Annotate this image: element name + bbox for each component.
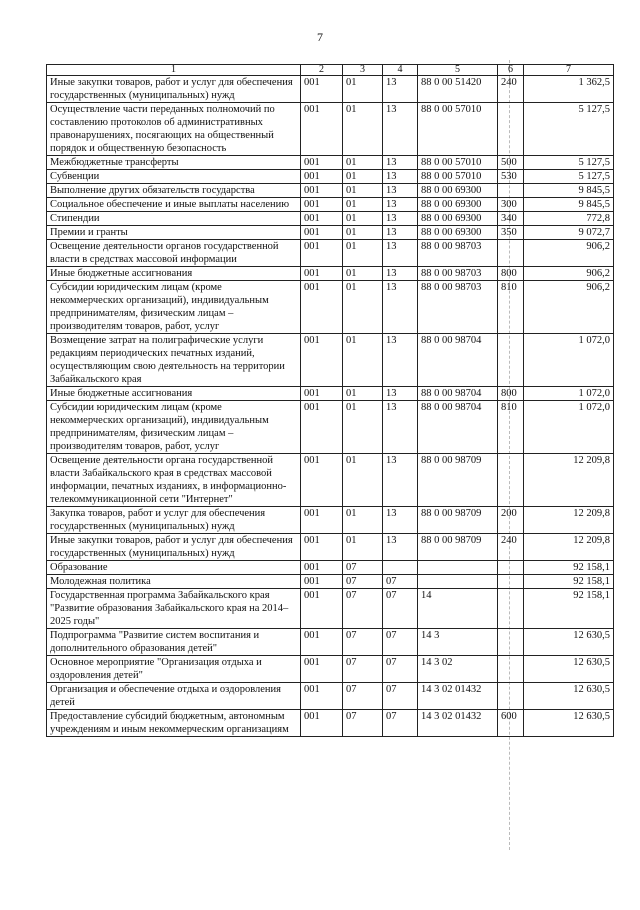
row-name: Субвенции xyxy=(47,170,301,184)
row-name: Субсидии юридическим лицам (кроме некоммерческих организаций), индивидуальным предпринимателям, физическим лицам – производителям товаров, работ, услуг xyxy=(47,281,301,334)
row-expense-type: 600 xyxy=(498,710,524,737)
table-row xyxy=(47,156,614,170)
row-amount: 1 072,0 xyxy=(524,334,614,387)
row-subsection-code: 13 xyxy=(383,507,418,534)
row-name: Освещение деятельности органов государственной власти в средствах массовой информации xyxy=(47,240,301,267)
row-ministry-code: 001 xyxy=(301,226,343,240)
row-amount: 5 127,5 xyxy=(524,156,614,170)
table-row xyxy=(47,184,614,198)
row-name: Социальное обеспечение и иные выплаты населению xyxy=(47,198,301,212)
row-name: Выполнение других обязательств государства xyxy=(47,184,301,198)
row-ministry-code: 001 xyxy=(301,575,343,589)
row-section-code: 07 xyxy=(343,629,383,656)
row-name: Освещение деятельности органа государственной власти Забайкальского края в средствах массовой информации, печатных изданиях, в информационно-телекоммуникационной сети "Интернет" xyxy=(47,454,301,507)
row-ministry-code: 001 xyxy=(301,76,343,103)
row-section-code: 01 xyxy=(343,401,383,454)
row-target-article: 14 3 02 01432 xyxy=(418,710,498,737)
col-header-amount: 7 xyxy=(524,65,614,76)
row-amount: 5 127,5 xyxy=(524,103,614,156)
row-name: Молодежная политика xyxy=(47,575,301,589)
row-name: Межбюджетные трансферты xyxy=(47,156,301,170)
table-row xyxy=(47,575,614,589)
row-expense-type xyxy=(498,334,524,387)
row-ministry-code: 001 xyxy=(301,534,343,561)
row-amount: 12 630,5 xyxy=(524,656,614,683)
row-ministry-code: 001 xyxy=(301,589,343,629)
row-subsection-code: 13 xyxy=(383,76,418,103)
col-header-target-article: 5 xyxy=(418,65,498,76)
row-name: Образование xyxy=(47,561,301,575)
row-section-code: 07 xyxy=(343,683,383,710)
row-amount: 12 209,8 xyxy=(524,507,614,534)
row-ministry-code: 001 xyxy=(301,156,343,170)
row-section-code: 07 xyxy=(343,710,383,737)
row-section-code: 07 xyxy=(343,575,383,589)
row-expense-type: 810 xyxy=(498,281,524,334)
col-header-ministry: 2 xyxy=(301,65,343,76)
row-amount: 12 209,8 xyxy=(524,454,614,507)
row-target-article: 14 3 xyxy=(418,629,498,656)
row-expense-type: 800 xyxy=(498,387,524,401)
table-row xyxy=(47,507,614,534)
row-section-code: 01 xyxy=(343,507,383,534)
row-target-article xyxy=(418,575,498,589)
row-amount: 9 845,5 xyxy=(524,198,614,212)
row-name: Возмещение затрат на полиграфические услуги редакциям периодических печатных изданий, осуществляющим свою деятельность на территории Забайкальского края xyxy=(47,334,301,387)
row-amount: 5 127,5 xyxy=(524,170,614,184)
row-amount: 9 072,7 xyxy=(524,226,614,240)
table-row xyxy=(47,240,614,267)
row-expense-type: 530 xyxy=(498,170,524,184)
row-name: Премии и гранты xyxy=(47,226,301,240)
row-amount: 1 072,0 xyxy=(524,401,614,454)
row-target-article: 14 3 02 01432 xyxy=(418,683,498,710)
row-section-code: 01 xyxy=(343,103,383,156)
row-section-code: 01 xyxy=(343,267,383,281)
row-name: Иные бюджетные ассигнования xyxy=(47,387,301,401)
row-expense-type xyxy=(498,683,524,710)
row-target-article: 88 0 00 69300 xyxy=(418,184,498,198)
row-expense-type: 350 xyxy=(498,226,524,240)
row-target-article: 88 0 00 98709 xyxy=(418,507,498,534)
table-row xyxy=(47,212,614,226)
row-name: Субсидии юридическим лицам (кроме некоммерческих организаций), индивидуальным предпринимателям, физическим лицам – производителям товаров, работ, услуг xyxy=(47,401,301,454)
row-ministry-code: 001 xyxy=(301,454,343,507)
row-expense-type: 240 xyxy=(498,76,524,103)
row-subsection-code: 13 xyxy=(383,267,418,281)
row-subsection-code: 13 xyxy=(383,156,418,170)
row-target-article: 88 0 00 98709 xyxy=(418,534,498,561)
table-row xyxy=(47,561,614,575)
row-ministry-code: 001 xyxy=(301,656,343,683)
row-name: Иные бюджетные ассигнования xyxy=(47,267,301,281)
table-row xyxy=(47,401,614,454)
table-row xyxy=(47,387,614,401)
row-section-code: 01 xyxy=(343,281,383,334)
row-target-article: 88 0 00 57010 xyxy=(418,170,498,184)
row-expense-type: 300 xyxy=(498,198,524,212)
row-section-code: 01 xyxy=(343,226,383,240)
row-expense-type xyxy=(498,629,524,656)
row-target-article: 88 0 00 69300 xyxy=(418,226,498,240)
row-section-code: 01 xyxy=(343,534,383,561)
row-target-article: 88 0 00 98703 xyxy=(418,267,498,281)
table-row xyxy=(47,534,614,561)
row-section-code: 01 xyxy=(343,240,383,267)
row-subsection-code: 13 xyxy=(383,226,418,240)
row-expense-type xyxy=(498,454,524,507)
row-section-code: 01 xyxy=(343,76,383,103)
table-row xyxy=(47,198,614,212)
row-subsection-code: 13 xyxy=(383,170,418,184)
row-expense-type: 500 xyxy=(498,156,524,170)
row-target-article: 88 0 00 98703 xyxy=(418,240,498,267)
row-ministry-code: 001 xyxy=(301,507,343,534)
row-target-article xyxy=(418,561,498,575)
table-row xyxy=(47,103,614,156)
row-section-code: 01 xyxy=(343,156,383,170)
row-ministry-code: 001 xyxy=(301,240,343,267)
row-ministry-code: 001 xyxy=(301,212,343,226)
row-expense-type xyxy=(498,656,524,683)
row-target-article: 88 0 00 98709 xyxy=(418,454,498,507)
row-target-article: 88 0 00 69300 xyxy=(418,212,498,226)
row-ministry-code: 001 xyxy=(301,683,343,710)
row-ministry-code: 001 xyxy=(301,103,343,156)
row-section-code: 01 xyxy=(343,454,383,507)
row-name: Иные закупки товаров, работ и услуг для обеспечения государственных (муниципальных) нужд xyxy=(47,534,301,561)
row-amount: 906,2 xyxy=(524,281,614,334)
row-subsection-code: 13 xyxy=(383,401,418,454)
row-name: Предоставление субсидий бюджетным, автономным учреждениям и иным некоммерческим организациям xyxy=(47,710,301,737)
col-header-subsection: 4 xyxy=(383,65,418,76)
table-row xyxy=(47,589,614,629)
row-expense-type xyxy=(498,575,524,589)
row-expense-type: 810 xyxy=(498,401,524,454)
row-subsection-code: 07 xyxy=(383,589,418,629)
row-target-article: 88 0 00 51420 xyxy=(418,76,498,103)
table-row xyxy=(47,267,614,281)
row-section-code: 07 xyxy=(343,589,383,629)
row-section-code: 01 xyxy=(343,184,383,198)
row-section-code: 07 xyxy=(343,656,383,683)
row-ministry-code: 001 xyxy=(301,401,343,454)
row-name: Осуществление части переданных полномочий по составлению протоколов об административных правонарушениях, посягающих на общественный порядок и общественную безопасность xyxy=(47,103,301,156)
row-target-article: 14 3 02 xyxy=(418,656,498,683)
row-amount: 1 072,0 xyxy=(524,387,614,401)
row-target-article: 88 0 00 57010 xyxy=(418,103,498,156)
row-amount: 9 845,5 xyxy=(524,184,614,198)
row-name: Основное мероприятие "Организация отдыха и оздоровления детей" xyxy=(47,656,301,683)
row-target-article: 88 0 00 98703 xyxy=(418,281,498,334)
header-row xyxy=(47,65,614,76)
row-section-code: 01 xyxy=(343,334,383,387)
table-row xyxy=(47,656,614,683)
row-expense-type xyxy=(498,589,524,629)
row-subsection-code: 13 xyxy=(383,198,418,212)
row-ministry-code: 001 xyxy=(301,710,343,737)
row-target-article: 14 xyxy=(418,589,498,629)
row-section-code: 01 xyxy=(343,170,383,184)
row-expense-type: 340 xyxy=(498,212,524,226)
row-target-article: 88 0 00 69300 xyxy=(418,198,498,212)
row-amount: 92 158,1 xyxy=(524,575,614,589)
table-row xyxy=(47,683,614,710)
row-expense-type xyxy=(498,561,524,575)
row-subsection-code: 13 xyxy=(383,534,418,561)
row-ministry-code: 001 xyxy=(301,281,343,334)
row-amount: 906,2 xyxy=(524,240,614,267)
row-name: Стипендии xyxy=(47,212,301,226)
row-subsection-code: 13 xyxy=(383,184,418,198)
row-ministry-code: 001 xyxy=(301,561,343,575)
row-section-code: 01 xyxy=(343,387,383,401)
row-subsection-code: 13 xyxy=(383,103,418,156)
table-row xyxy=(47,710,614,737)
row-target-article: 88 0 00 98704 xyxy=(418,387,498,401)
col-header-expense-type: 6 xyxy=(498,65,524,76)
row-subsection-code: 07 xyxy=(383,683,418,710)
row-expense-type xyxy=(498,240,524,267)
row-target-article: 88 0 00 57010 xyxy=(418,156,498,170)
row-expense-type: 800 xyxy=(498,267,524,281)
row-subsection-code: 07 xyxy=(383,656,418,683)
table-row xyxy=(47,454,614,507)
row-ministry-code: 001 xyxy=(301,198,343,212)
row-ministry-code: 001 xyxy=(301,184,343,198)
row-ministry-code: 001 xyxy=(301,170,343,184)
row-section-code: 01 xyxy=(343,212,383,226)
row-name: Иные закупки товаров, работ и услуг для обеспечения государственных (муниципальных) нужд xyxy=(47,76,301,103)
row-section-code: 01 xyxy=(343,198,383,212)
row-subsection-code: 13 xyxy=(383,387,418,401)
table-row xyxy=(47,334,614,387)
budget-table xyxy=(46,64,614,737)
row-ministry-code: 001 xyxy=(301,387,343,401)
row-amount: 12 630,5 xyxy=(524,683,614,710)
row-amount: 92 158,1 xyxy=(524,561,614,575)
table-row xyxy=(47,281,614,334)
table-row xyxy=(47,226,614,240)
table-row xyxy=(47,629,614,656)
table-row xyxy=(47,76,614,103)
row-subsection-code: 13 xyxy=(383,212,418,226)
row-ministry-code: 001 xyxy=(301,267,343,281)
row-subsection-code: 07 xyxy=(383,629,418,656)
row-name: Государственная программа Забайкальского края "Развитие образования Забайкальского края на 2014–2025 годы" xyxy=(47,589,301,629)
row-ministry-code: 001 xyxy=(301,334,343,387)
row-expense-type: 240 xyxy=(498,534,524,561)
row-ministry-code: 001 xyxy=(301,629,343,656)
row-name: Закупка товаров, работ и услуг для обеспечения государственных (муниципальных) нужд xyxy=(47,507,301,534)
row-name: Подпрограмма "Развитие систем воспитания и дополнительного образования детей" xyxy=(47,629,301,656)
row-subsection-code: 13 xyxy=(383,281,418,334)
row-subsection-code: 13 xyxy=(383,454,418,507)
col-header-name: 1 xyxy=(47,65,301,76)
row-target-article: 88 0 00 98704 xyxy=(418,334,498,387)
row-subsection-code: 13 xyxy=(383,240,418,267)
row-expense-type xyxy=(498,184,524,198)
row-amount: 906,2 xyxy=(524,267,614,281)
row-amount: 12 209,8 xyxy=(524,534,614,561)
row-expense-type: 200 xyxy=(498,507,524,534)
table-row xyxy=(47,170,614,184)
row-amount: 12 630,5 xyxy=(524,710,614,737)
row-name: Организация и обеспечение отдыха и оздоровления детей xyxy=(47,683,301,710)
row-section-code: 07 xyxy=(343,561,383,575)
row-amount: 1 362,5 xyxy=(524,76,614,103)
row-amount: 12 630,5 xyxy=(524,629,614,656)
row-subsection-code: 07 xyxy=(383,710,418,737)
row-expense-type xyxy=(498,103,524,156)
row-amount: 772,8 xyxy=(524,212,614,226)
page-number: 7 xyxy=(317,30,323,44)
col-header-section: 3 xyxy=(343,65,383,76)
row-subsection-code: 07 xyxy=(383,575,418,589)
row-subsection-code: 13 xyxy=(383,334,418,387)
row-subsection-code xyxy=(383,561,418,575)
row-amount: 92 158,1 xyxy=(524,589,614,629)
row-target-article: 88 0 00 98704 xyxy=(418,401,498,454)
